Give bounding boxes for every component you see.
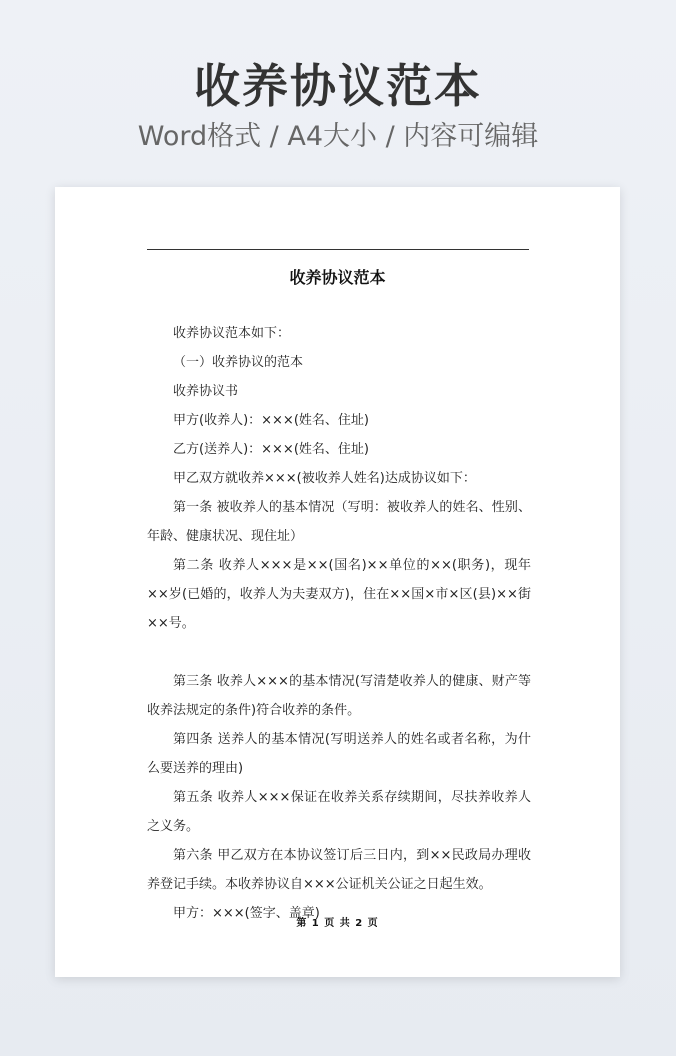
page-header <box>0 58 676 154</box>
paragraph-article-3: 第三条 收养人×××的基本情况(写清楚收养人的健康、财产等收养法规定的条件)符合收养的条件。 <box>147 674 531 718</box>
paragraph-section-1: （一）收养协议的范本 <box>173 355 304 370</box>
document-page <box>55 187 620 977</box>
paragraph-party-b: 乙方(送养人)：×××(姓名、住址) <box>173 442 369 457</box>
paragraph-article-6: 第六条 甲乙双方在本协议签订后三日内，到××民政局办理收养登记手续。本收养协议自×××公证机关公证之日起生效。 <box>147 848 531 892</box>
document-body <box>147 319 531 928</box>
paragraph-article-5: 第五条 收养人×××保证在收养关系存续期间，尽扶养收养人之义务。 <box>147 790 531 834</box>
paragraph-intro: 收养协议范本如下： <box>173 326 291 341</box>
paragraph-article-4: 第四条 送养人的基本情况(写明送养人的姓名或者名称，为什么要送养的理由) <box>147 732 531 776</box>
paragraph-article-2: 第二条 收养人×××是××(国名)××单位的××(职务)，现年××岁(已婚的，收养人为夫妻双方)，住在××国×市×区(县)××街××号。 <box>147 558 531 631</box>
paragraph-article-1: 第一条 被收养人的基本情况（写明：被收养人的姓名、性别、年龄、健康状况、现住址） <box>147 500 531 544</box>
main-title: 收养协议范本 <box>194 59 482 113</box>
paragraph-agreement-heading: 收养协议书 <box>173 384 239 399</box>
paragraph-agreement-intro: 甲乙双方就收养×××(被收养人姓名)达成协议如下： <box>173 471 476 486</box>
paragraph-party-a: 甲方(收养人)：×××(姓名、住址) <box>173 413 369 428</box>
header-rule <box>147 249 529 250</box>
paragraph-spacer <box>147 638 531 667</box>
sub-title: Word格式 / A4大小 / 内容可编辑 <box>137 121 539 152</box>
page-number: 第 1 页 共 2 页 <box>296 918 379 929</box>
paragraph-signature-a: 甲方：×××(签字、盖章) <box>173 906 320 921</box>
document-title: 收养协议范本 <box>289 268 386 287</box>
